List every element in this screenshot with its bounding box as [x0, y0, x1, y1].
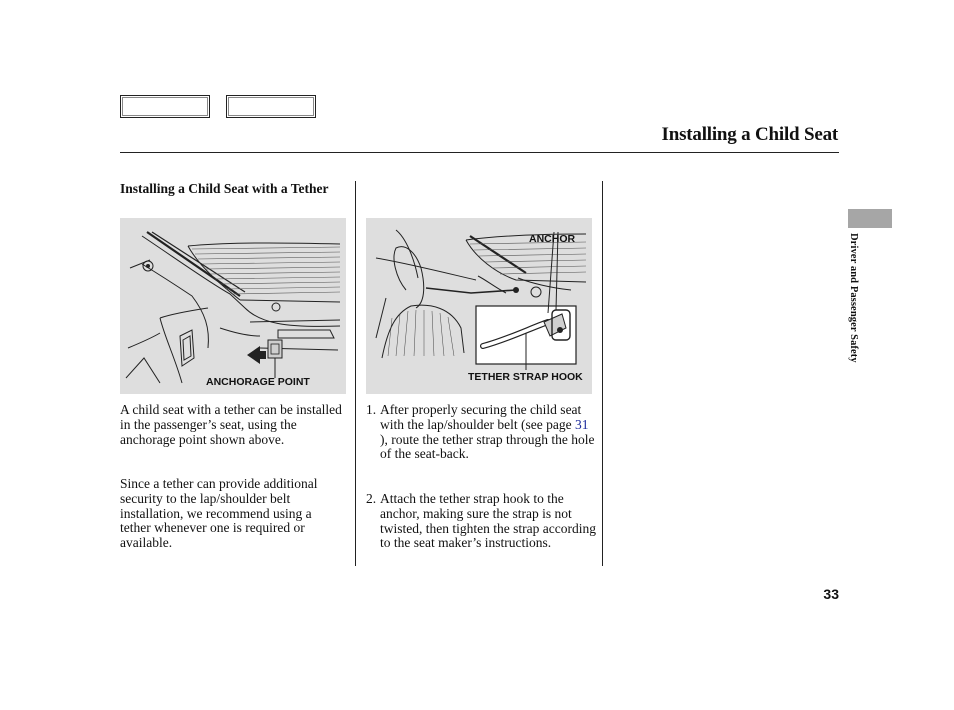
step-text — [380, 403, 598, 462]
section-tab[interactable] — [848, 209, 892, 228]
anchorage-point-illustration — [120, 218, 346, 394]
step-number: 2. — [366, 491, 377, 506]
instruction-step-1 — [366, 403, 598, 462]
column-divider-right — [602, 181, 603, 566]
recommendation-paragraph: Since a tether can provide additional security to the lap/shoulder belt installation, we recommend using a tether whenever one is required or available. — [120, 476, 318, 551]
tether-strap-hook-label: TETHER STRAP HOOK — [468, 371, 583, 383]
anchorage-drawing — [120, 218, 346, 394]
step-number: 1. — [366, 402, 377, 417]
step-text-before: After properly securing the child seat with the lap/shoulder belt (see page — [380, 402, 582, 432]
instruction-step-2 — [366, 492, 598, 551]
column-divider-left — [355, 181, 356, 566]
page-31-link[interactable]: 31 — [574, 416, 589, 432]
title-divider — [120, 152, 839, 153]
anchor-label: ANCHOR — [529, 233, 576, 245]
page-title: Installing a Child Seat — [661, 124, 838, 145]
next-page-button[interactable] — [226, 95, 316, 118]
section-heading: Installing a Child Seat with a Tether — [120, 181, 329, 196]
intro-paragraph: A child seat with a tether can be installed in the passenger’s seat, using the anchorage point shown above. — [120, 402, 342, 447]
section-side-label: Driver and Passenger Safety — [848, 233, 859, 363]
tether-anchor-illustration — [366, 218, 592, 394]
step-text-after: ), route the tether strap through the hole of the seat-back. — [380, 431, 595, 462]
page-number: 33 — [823, 586, 839, 602]
previous-page-button[interactable] — [120, 95, 210, 118]
step-text: Attach the tether strap hook to the anchor, making sure the strap is not twisted, then tighten the strap according to the seat maker’s instructions. — [380, 491, 596, 551]
anchorage-point-label: ANCHORAGE POINT — [206, 376, 310, 388]
